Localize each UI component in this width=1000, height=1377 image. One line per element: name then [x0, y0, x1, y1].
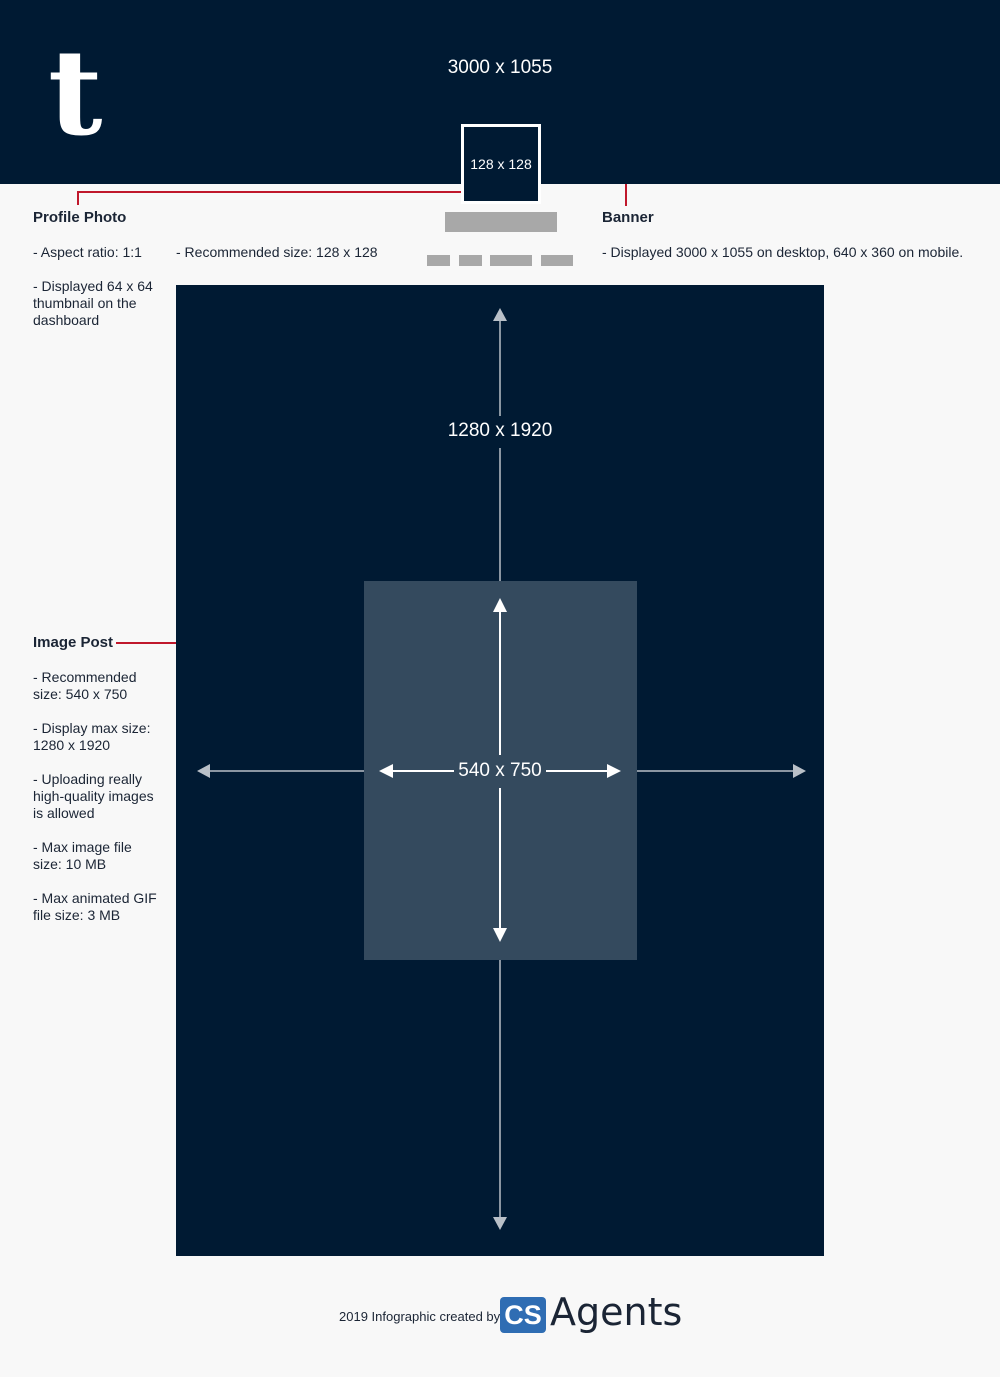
image-post-connector — [116, 642, 176, 644]
footer-credit: 2019 Infographic created by — [339, 1309, 501, 1324]
cs-agents-logo-icon: CS — [500, 1297, 546, 1333]
brand-name: Agents — [550, 1290, 683, 1334]
banner-note: - Displayed 3000 x 1055 on desktop, 640 x 360 on mobile. — [602, 244, 964, 260]
image-post-recommended-dimension: 540 x 750 — [458, 760, 542, 781]
profile-photo-recommended: - Recommended size: 128 x 128 — [176, 244, 378, 260]
profile-photo-note-1: - Aspect ratio: 1:1 — [33, 244, 142, 260]
image-post-max-dimension: 1280 x 1920 — [447, 420, 553, 441]
image-post-title: Image Post — [33, 634, 114, 651]
profile-photo-title: Profile Photo — [33, 209, 127, 226]
profile-photo-note-2: - Displayed 64 x 64 thumbnail on the dashboard — [33, 278, 153, 328]
image-post-note-3: - Uploading really high-quality images is allowed — [33, 771, 154, 821]
tumblr-logo-icon: t — [48, 23, 103, 162]
profile-photo-box: 128 x 128 — [461, 124, 541, 204]
image-post-note-1: - Recommended size: 540 x 750 — [33, 669, 137, 702]
image-post-note-4: - Max image file size: 10 MB — [33, 839, 132, 872]
banner-dimension: 3000 x 1055 — [447, 57, 553, 78]
image-post-note-2: - Display max size: 1280 x 1920 — [33, 720, 151, 753]
banner-title: Banner — [602, 209, 654, 226]
image-post-note-5: - Max animated GIF file size: 3 MB — [33, 890, 157, 923]
